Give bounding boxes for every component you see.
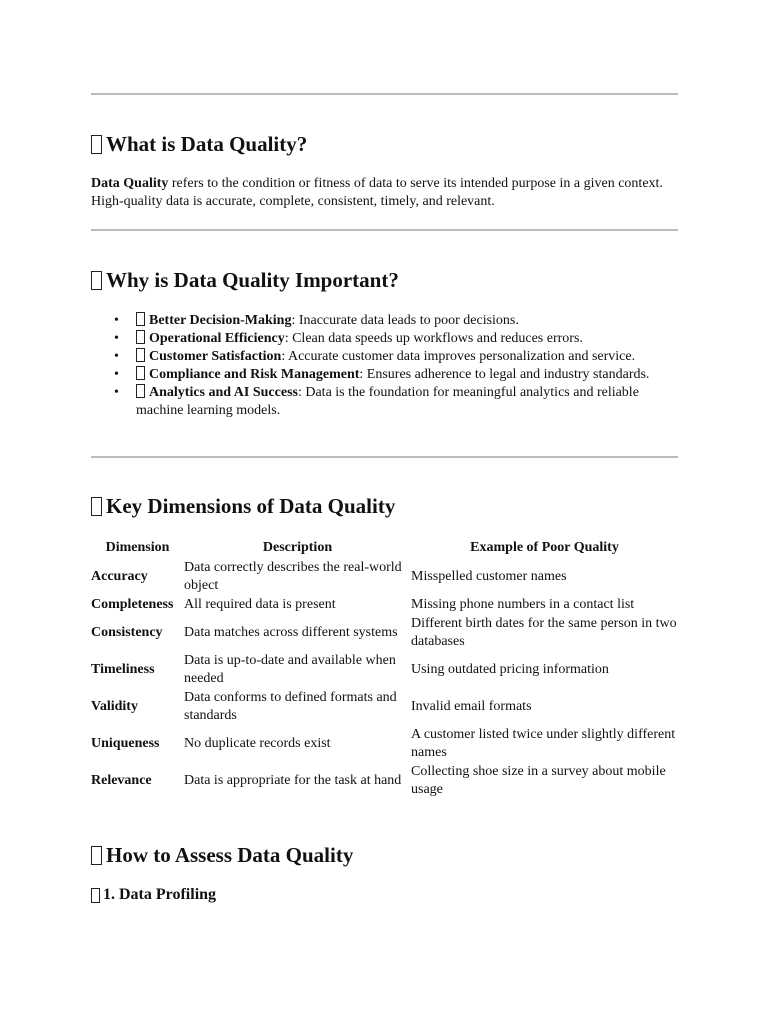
emoji-placeholder-icon [136,384,145,398]
description-cell: Data conforms to defined formats and standards [184,689,397,723]
item-label: Analytics and AI Success [149,385,298,400]
emoji-placeholder-icon [136,330,145,344]
description-cell: Data is appropriate for the task at hand [184,772,402,788]
table-row [91,595,678,614]
section-heading-what [91,132,307,157]
column-header: Dimension [105,540,170,555]
definition-text: refers to the condition or fitness of data to serve its intended purpose in a given context. High-quality data is accurate, complete, consistent, timely, and relevant. [91,176,663,209]
table-header-row [91,538,678,558]
section-divider [91,456,678,458]
example-cell: A customer listed twice under slightly different names [411,726,676,760]
table-row [91,651,678,688]
list-item [114,312,678,330]
emoji-placeholder-icon [91,271,102,290]
table-row [91,688,678,725]
example-cell: Different birth dates for the same person in two databases [411,615,677,649]
subheading-text: 1. Data Profiling [103,886,217,903]
definition-term: Data Quality [91,176,169,191]
description-cell: No duplicate records exist [184,735,331,751]
dimension-cell: Accuracy [91,568,148,584]
section-heading-why [91,268,399,293]
example-cell: Using outdated pricing information [411,661,609,677]
emoji-placeholder-icon [91,497,102,516]
emoji-placeholder-icon [91,888,100,903]
item-label: Operational Efficiency [149,331,285,346]
subheading-data-profiling [91,886,216,904]
section-divider [91,93,678,95]
emoji-placeholder-icon [136,348,145,362]
description-cell: Data correctly describes the real-world object [184,559,402,593]
heading-text: How to Assess Data Quality [106,843,354,867]
column-header: Example of Poor Quality [470,540,619,555]
emoji-placeholder-icon [136,312,145,326]
emoji-placeholder-icon [91,135,102,154]
item-text: : Inaccurate data leads to poor decisions. [291,313,519,328]
table-row [91,762,678,799]
list-item [114,384,678,420]
dimension-cell: Validity [91,698,138,714]
dimension-cell: Completeness [91,596,174,612]
item-text: : Data is the foundation for meaningful analytics and reliable machine learning models. [136,385,639,418]
description-cell: All required data is present [184,596,336,612]
example-cell: Collecting shoe size in a survey about mobile usage [411,763,666,797]
column-header: Description [262,540,333,555]
list-item [114,348,678,366]
item-label: Better Decision-Making [149,313,292,328]
benefits-list [91,312,678,420]
item-text: : Clean data speeds up workflows and reduces errors. [284,331,583,346]
bullet-marker: • [114,331,119,346]
example-cell: Invalid email formats [411,698,532,714]
definition-paragraph [91,175,678,211]
section-divider [91,229,678,231]
example-cell: Misspelled customer names [411,568,567,584]
bullet-marker: • [114,367,119,382]
dimensions-table [91,538,678,799]
item-label: Customer Satisfaction [149,349,282,364]
list-item [114,330,678,348]
heading-text: Why is Data Quality Important? [106,268,399,292]
item-text: : Ensures adherence to legal and industry standards. [359,367,650,382]
emoji-placeholder-icon [91,846,102,865]
bullet-marker: • [114,313,119,328]
table-row [91,614,678,651]
dimension-cell: Relevance [91,772,152,788]
heading-text: Key Dimensions of Data Quality [106,494,396,518]
description-cell: Data matches across different systems [184,624,398,640]
item-label: Compliance and Risk Management [149,367,360,382]
list-item [114,366,678,384]
emoji-placeholder-icon [136,366,145,380]
dimension-cell: Timeliness [91,661,155,677]
item-text: : Accurate customer data improves personalization and service. [281,349,636,364]
example-cell: Missing phone numbers in a contact list [411,596,635,612]
dimension-cell: Uniqueness [91,735,160,751]
heading-text: What is Data Quality? [106,132,308,156]
section-heading-dimensions [91,494,395,519]
table-row [91,558,678,595]
section-heading-assess [91,843,353,868]
table-row [91,725,678,762]
bullet-marker: • [114,385,119,400]
dimension-cell: Consistency [91,624,163,640]
description-cell: Data is up-to-date and available when needed [184,652,396,686]
bullet-marker: • [114,349,119,364]
